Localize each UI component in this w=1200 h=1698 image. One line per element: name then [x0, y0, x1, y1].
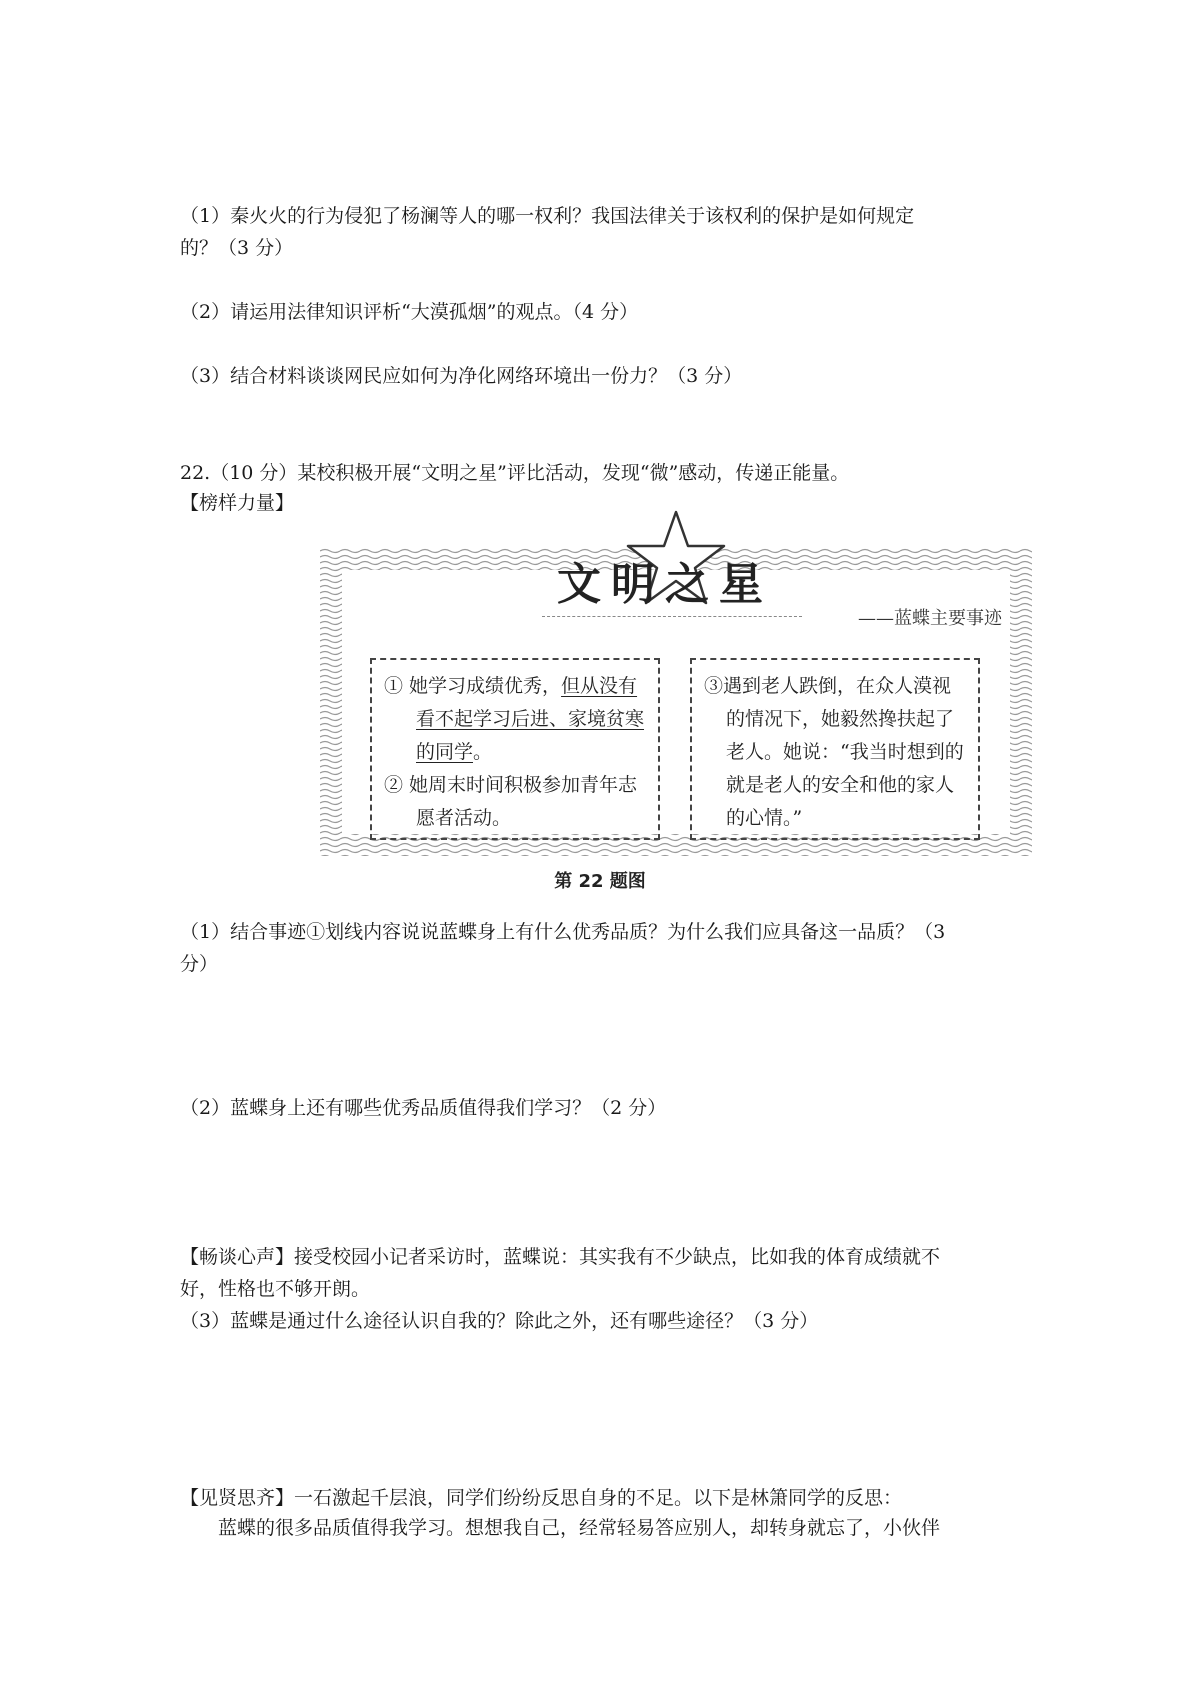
q21-sub1-line2: 的？（3 分）	[180, 237, 294, 259]
deeds-box-left	[370, 658, 660, 840]
q21-sub2: （2）请运用法律知识评析“大漠孤烟”的观点。（4 分）	[180, 301, 639, 323]
q21-sub1-line1: （1）秦火火的行为侵犯了杨澜等人的哪一权利？我国法律关于该权利的保护是如何规定	[180, 205, 915, 227]
q22-sub3: （3）蓝蝶是通过什么途径认识自我的？除此之外，还有哪些途径？（3 分）	[180, 1310, 819, 1332]
q21-sub3: （3）结合材料谈谈网民应如何为净化网络环境出一份力？（3 分）	[180, 365, 743, 387]
q22-intro: 22.（10 分）某校积极开展“文明之星”评比活动，发现“微”感动，传递正能量。	[180, 462, 850, 484]
section-heading-talk-line2: 好，性格也不够开朗。	[180, 1278, 371, 1300]
wenming-star-figure	[320, 508, 1032, 856]
section-heading-emulate-line1: 【见贤思齐】一石激起千层浪，同学们纷纷反思自身的不足。以下是林箫同学的反思：	[180, 1487, 903, 1509]
section-heading-talk-line1: 【畅谈心声】接受校园小记者采访时，蓝蝶说：其实我有不少缺点，比如我的体育成绩就不	[180, 1246, 941, 1268]
deed-1-end: 。	[473, 741, 493, 763]
deed-1-text: ① 她学习成绩优秀，	[384, 675, 562, 697]
deed-1-underlined: 但从没有看不起学习后进、家境贫寒的同学	[416, 675, 645, 763]
deed-2: ② 她周末时间积极参加青年志愿者活动。	[384, 774, 638, 829]
section-heading-example-power: 【榜样力量】	[180, 492, 295, 514]
figure-subtitle: ——蓝蝶主要事迹	[858, 608, 1002, 629]
figure-caption: 第 22 题图	[554, 871, 646, 892]
deed-3: ③遇到老人跌倒，在众人漠视的情况下，她毅然搀扶起了老人。她说：“我当时想到的就是老人的安全和他的家人的心情。”	[704, 675, 964, 829]
title-dashed-rule	[542, 616, 802, 617]
figure-title: 文明之星	[557, 559, 773, 610]
q22-sub1-line2: 分）	[180, 953, 219, 975]
q22-sub2: （2）蓝蝶身上还有哪些优秀品质值得我们学习？（2 分）	[180, 1097, 667, 1119]
deed-1	[384, 670, 646, 769]
reflection-text-line: 蓝蝶的很多品质值得我学习。想想我自己，经常轻易答应别人，却转身就忘了，小伙伴	[218, 1517, 941, 1539]
deeds-box-right	[690, 658, 980, 840]
q22-sub1-line1: （1）结合事迹①划线内容说说蓝蝶身上有什么优秀品质？为什么我们应具备这一品质？（3	[180, 921, 946, 943]
